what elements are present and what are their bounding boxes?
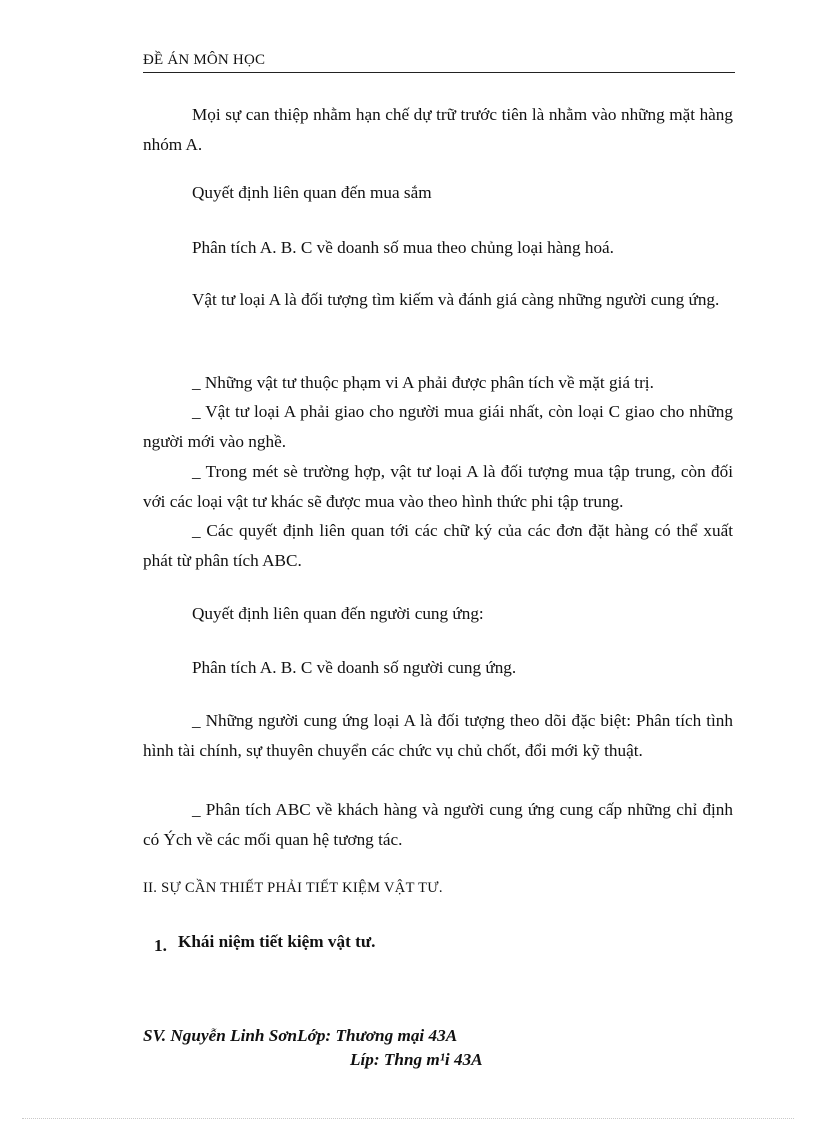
paragraph-1: Mọi sự can thiệp nhằm hạn chế dự trữ trước tiên là nhằm vào những mặt hàng nhóm A. [143,105,733,154]
paragraph-2: Quyết định liên quan đến mua sắm [192,183,432,202]
paragraph-4: Vật tư loại A là đối tượng tìm kiếm và đánh giá càng những người cung ứng. [192,290,720,309]
paragraph-3: Phân tích A. B. C về doanh số mua theo chủng loại hàng hoá. [192,238,614,257]
paragraph-5: Quyết định liên quan đến người cung ứng: [192,604,484,623]
bullet-6: _ Phân tích ABC về khách hàng và người cung ứng cung cấp những chỉ định có Ých về các mối quan hệ tương tác. [143,800,733,849]
bullet-2: _ Vật tư loại A phải giao cho người mua giái nhất, còn loại C giao cho những người mới vào nghề. [143,402,733,451]
bullet-4: _ Các quyết định liên quan tới các chữ ký của các đơn đặt hàng có thể xuất phát từ phân tích ABC. [143,521,733,570]
subsection-number: 1. [154,936,167,955]
subsection-heading [154,932,376,955]
page-bottom-divider [22,1118,794,1119]
footer-student-line: SV. Nguyễn Linh SơnLớp: Thương mại 43A [143,1026,458,1045]
bullet-3: _ Trong mét sè trường hợp, vật tư loại A là đối tượng mua tập trung, còn đối với các loại vật tư khác sẽ được mua vào theo hình thức phi tập trung. [143,462,733,511]
section-heading: II. SỰ CẦN THIẾT PHẢI TIẾT KIỆM VẬT TƯ. [143,880,443,896]
footer-class-line: Líp: Thng m¹i 43A [350,1050,483,1069]
bullet-5: _ Những người cung ứng loại A là đối tượng theo dõi đặc biệt: Phân tích tình hình tài chính, sự thuyên chuyển các chức vụ chủ chốt, đổi mới kỹ thuật. [143,711,733,760]
bullet-1: _ Những vật tư thuộc phạm vi A phải được phân tích về mặt giá trị. [192,373,654,392]
subsection-title: Khái niệm tiết kiệm vật tư. [178,932,376,951]
page-header: ĐỀ ÁN MÔN HỌC [143,52,735,73]
paragraph-6: Phân tích A. B. C về doanh số người cung ứng. [192,658,517,677]
